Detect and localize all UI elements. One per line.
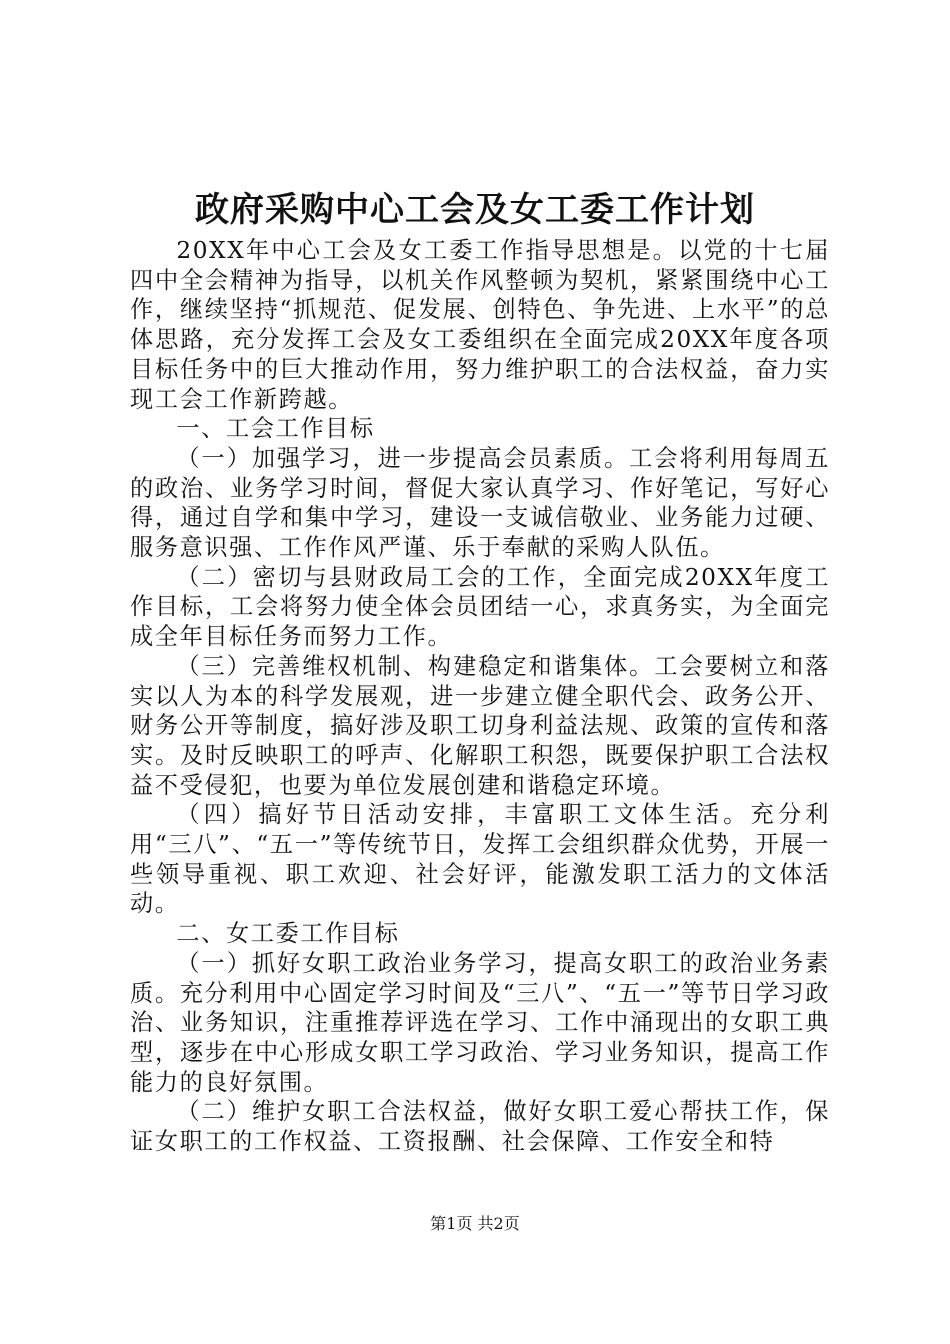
paragraph-guiding-thought: 20XX年中心工会及女工委工作指导思想是。以党的十七届四中全会精神为指导，以机关作风整顿为契机，紧紧围绕中心工作，继续坚持“抓规范、促发展、创特色、争先进、上水平”的总体思路，充分发挥工会及女工委组织在全面完成20XX年度各项目标任务中的巨大推动作用，努力维护职工的合法权益，奋力实现工会工作新跨越。 (130, 237, 830, 413)
page-number-footer: 第1页 共2页 (430, 1214, 520, 1233)
document-body (130, 236, 830, 1157)
paragraph-women-goal-1: （一）抓好女职工政治业务学习，提高女职工的政治业务素质。充分利用中心固定学习时间及“三八”、“五一”等节日学习政治、业务知识，注重推荐评选在学习、工作中涌现出的女职工典型，逐步在中心形成女职工学习政治、学习业务知识，提高工作能力的良好氛围。 (130, 949, 830, 1096)
document-title: 政府采购中心工会及女工委工作计划 (195, 190, 755, 230)
paragraph-union-goal-3: （三）完善维权机制、构建稳定和谐集体。工会要树立和落实以人为本的科学发展观，进一步建立健全职代会、政务公开、财务公开等制度，搞好涉及职工切身利益法规、政策的宣传和落实。及时反映职工的呼声、化解职工积怨，既要保护职工合法权益不受侵犯，也要为单位发展创建和谐稳定环境。 (130, 652, 830, 799)
section-heading-union-goals: 一、工会工作目标 (176, 415, 375, 443)
paragraph-union-goal-4: （四）搞好节日活动安排，丰富职工文体生活。充分利用“三八”、“五一”等传统节日，发挥工会组织群众优势，开展一些领导重视、职工欢迎、社会好评，能激发职工活力的文体活动。 (130, 801, 830, 918)
paragraph-union-goal-1: （一）加强学习，进一步提高会员素质。工会将利用每周五的政治、业务学习时间，督促大家认真学习、作好笔记，写好心得，通过自学和集中学习，建设一支诚信敬业、业务能力过硬、服务意识强、工作作风严谨、乐于奉献的采购人队伍。 (130, 444, 830, 562)
paragraph-union-goal-2: （二）密切与县财政局工会的工作，全面完成20XX年度工作目标，工会将努力使全体会员团结一心，求真务实，为全面完成全年目标任务而努力工作。 (130, 563, 830, 651)
section-heading-women-committee-goals: 二、女工委工作目标 (176, 920, 400, 948)
paragraph-women-goal-2: （二）维护女职工合法权益，做好女职工爱心帮扶工作，保证女职工的工作权益、工资报酬、社会保障、工作安全和特 (130, 1098, 830, 1156)
